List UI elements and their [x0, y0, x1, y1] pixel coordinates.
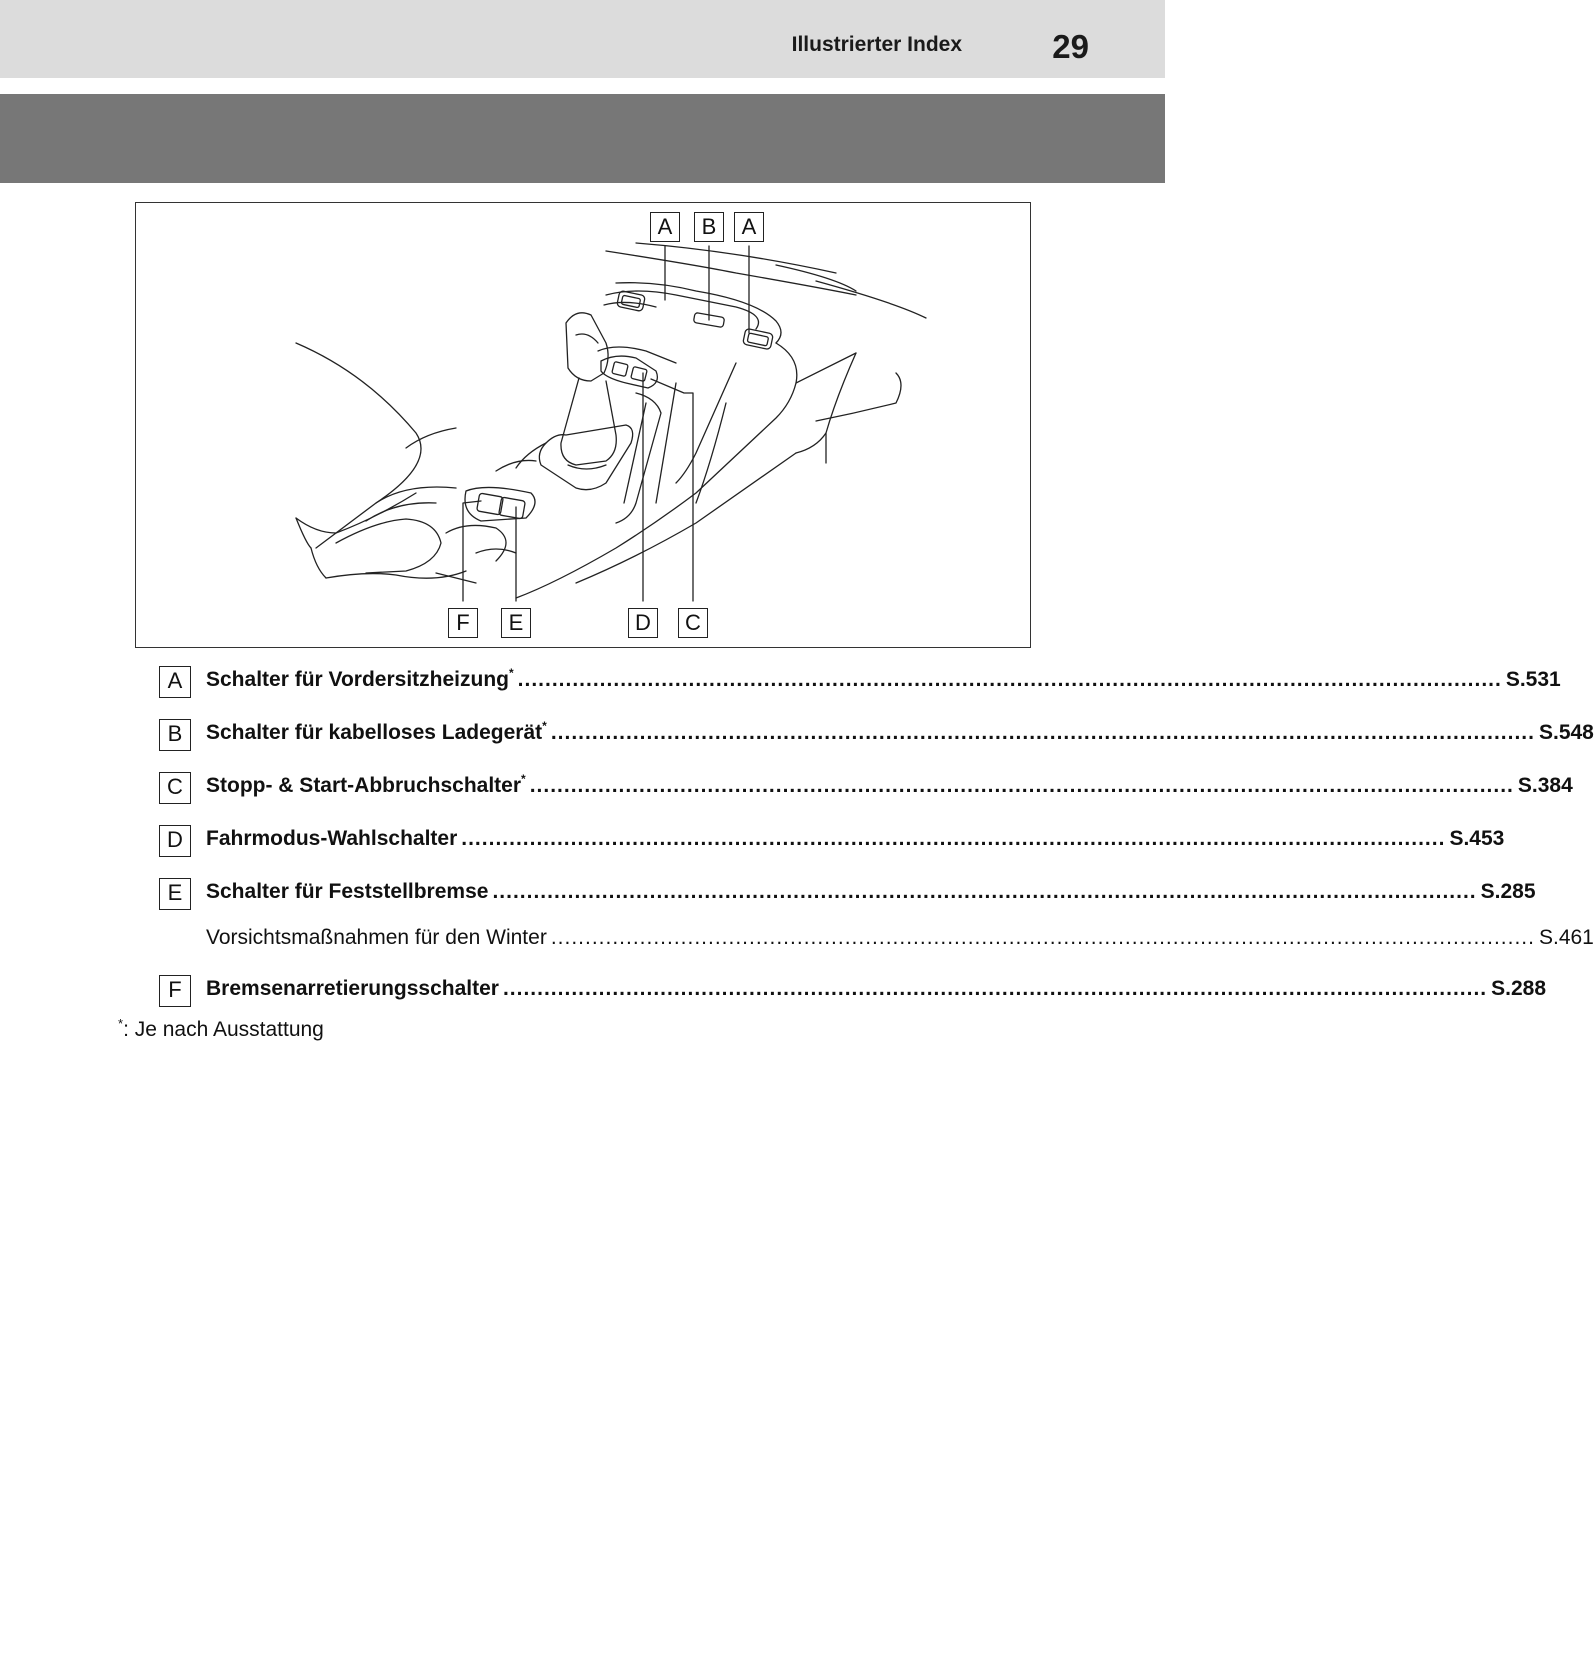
index-entry[interactable]: [206, 827, 1505, 857]
callout-top-2: B: [694, 212, 724, 242]
entry-letter: E: [159, 878, 191, 910]
entry-page-ref[interactable]: S.548: [1538, 721, 1594, 744]
footnote: [118, 1018, 324, 1042]
section-bar: [0, 94, 1165, 183]
footnote-text: : Je nach Ausstattung: [123, 1018, 324, 1041]
footnote-marker: *: [118, 1016, 124, 1031]
entry-label: Schalter für Feststellbremse: [206, 880, 489, 903]
index-entry[interactable]: [206, 977, 1547, 1007]
leader-dots: ................................................................................................................................................: [529, 774, 1514, 797]
index-entry[interactable]: [206, 719, 1594, 751]
entry-letter: C: [159, 772, 191, 804]
leader-dots: ................................................................................................................................................: [502, 977, 1488, 1000]
leader-dots: ................................................................................................................................................: [461, 827, 1446, 850]
entry-page-ref[interactable]: S.531: [1505, 668, 1561, 691]
entry-letter: A: [159, 666, 191, 698]
entry-page-ref[interactable]: S.461: [1538, 926, 1594, 949]
callout-bottom-2: E: [501, 608, 531, 638]
index-subentry[interactable]: [206, 926, 1594, 956]
center-console-illustration: [135, 202, 1031, 648]
index-entry[interactable]: [206, 666, 1561, 698]
entry-label: Vorsichtsmaßnahmen für den Winter: [206, 926, 547, 949]
entry-letter: D: [159, 825, 191, 857]
entry-page-ref[interactable]: S.453: [1449, 827, 1505, 850]
header-band: [0, 0, 1165, 78]
entry-letter: F: [159, 975, 191, 1007]
header-title: Illustrierter Index: [791, 33, 962, 56]
leader-dots: ................................................................................................................................................: [517, 668, 1502, 691]
entry-label: Schalter für kabelloses Ladegerät*: [206, 719, 547, 744]
entry-label: Fahrmodus-Wahlschalter: [206, 827, 458, 850]
callout-top-1: A: [650, 212, 680, 242]
leader-dots: ................................................................................................................................................: [550, 926, 1535, 949]
index-entry[interactable]: [206, 880, 1536, 910]
callout-bottom-3: D: [628, 608, 658, 638]
index-entry[interactable]: [206, 772, 1573, 804]
leader-dots: ................................................................................................................................................: [492, 880, 1477, 903]
entry-label: Schalter für Vordersitzheizung*: [206, 666, 514, 691]
entry-letter: B: [159, 719, 191, 751]
callout-bottom-4: C: [678, 608, 708, 638]
page-number: 29: [1052, 28, 1089, 65]
entry-label: Bremsenarretierungsschalter: [206, 977, 499, 1000]
leader-dots: ................................................................................................................................................: [550, 721, 1535, 744]
callout-top-3: A: [734, 212, 764, 242]
entry-page-ref[interactable]: S.285: [1480, 880, 1536, 903]
entry-page-ref[interactable]: S.384: [1517, 774, 1573, 797]
console-line-drawing: [136, 203, 1032, 649]
entry-label: Stopp- & Start-Abbruchschalter*: [206, 772, 526, 797]
entry-page-ref[interactable]: S.288: [1491, 977, 1547, 1000]
callout-bottom-1: F: [448, 608, 478, 638]
